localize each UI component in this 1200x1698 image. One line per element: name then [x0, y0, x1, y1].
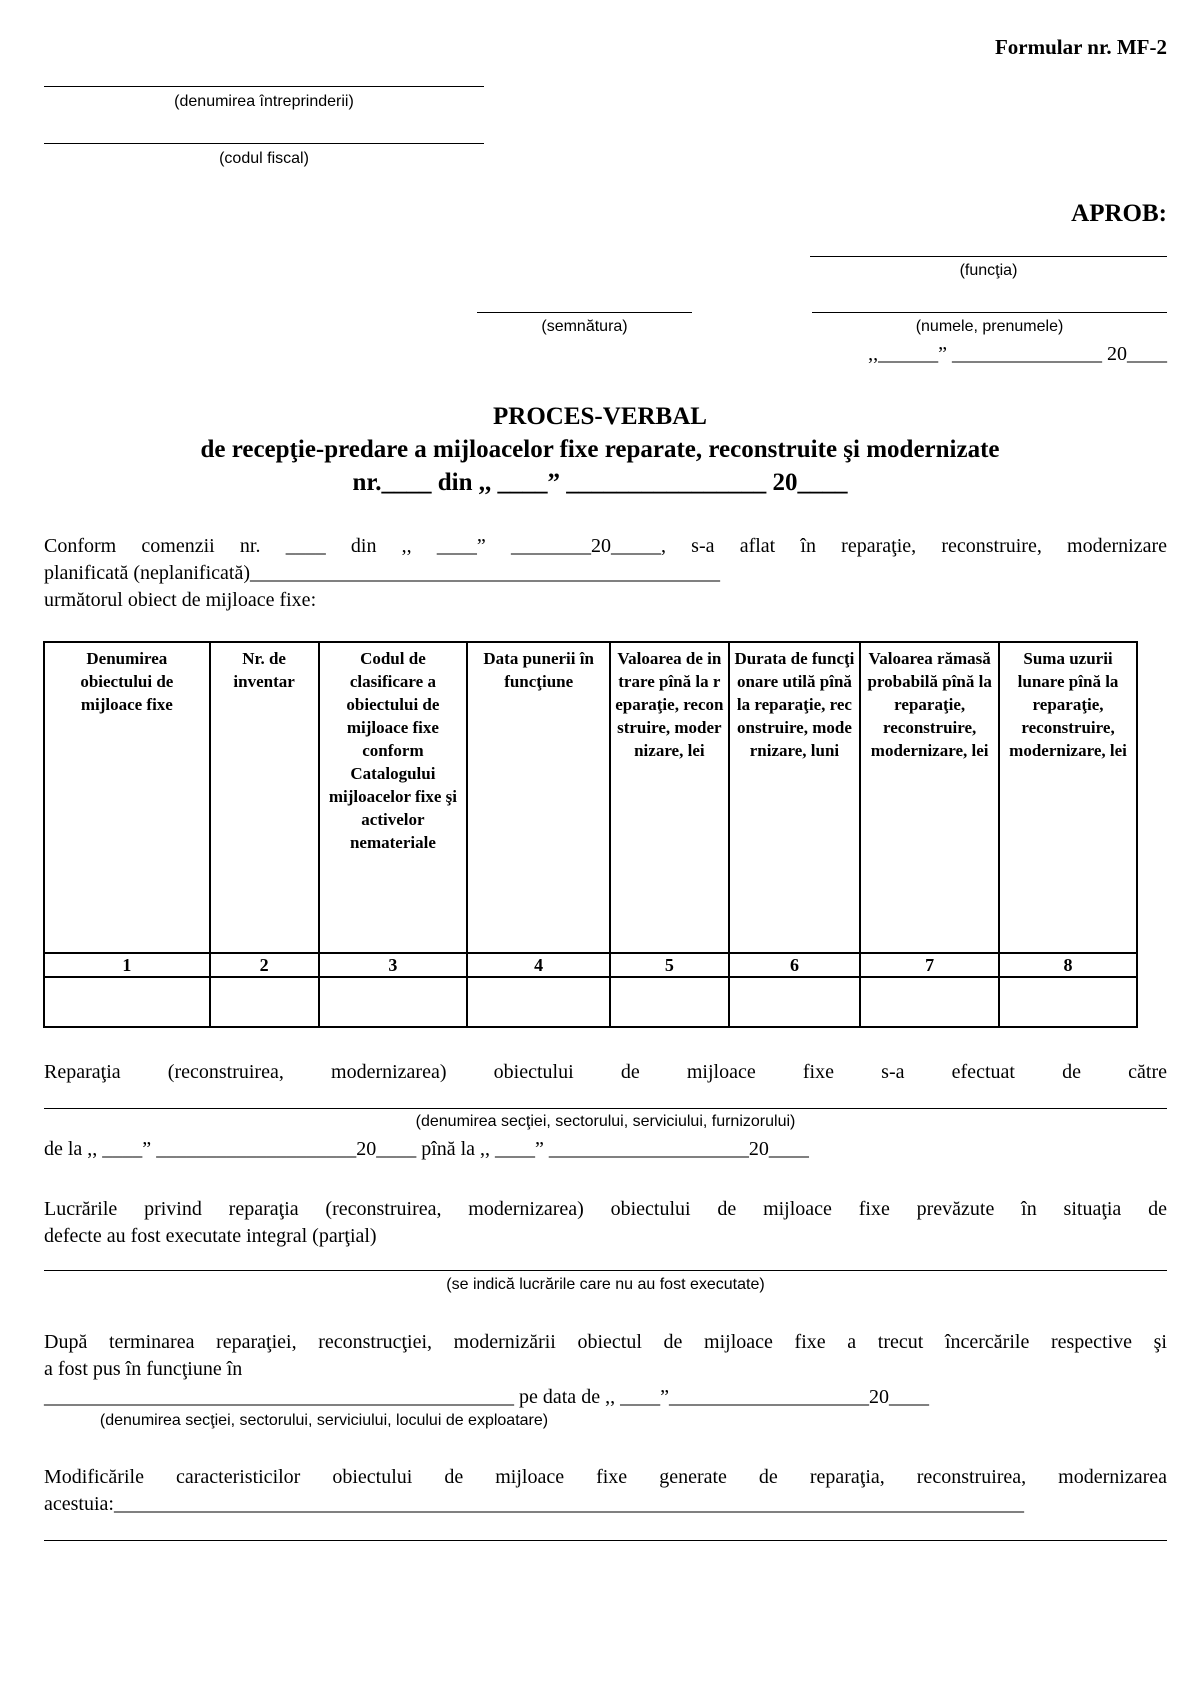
column-number: 7 [860, 953, 999, 977]
table-cell[interactable] [999, 977, 1137, 1027]
document-subtitle: de recepţie-predare a mijloacelor fixe reparate, reconstruite şi modernizate [200, 436, 1000, 463]
header-classification-code: Codul de clasificare a obiectului de mijloace fixe conform Catalogului mijloacelor fixe şi activelor nemateriale [319, 642, 468, 953]
table-cell[interactable] [210, 977, 319, 1027]
commissioning-place-caption: (denumirea secţiei, sectorului, serviciului, locului de exploatare) [99, 1412, 549, 1429]
works-not-executed-line[interactable] [44, 1270, 1167, 1271]
name-caption: (numele, prenumele) [915, 318, 1064, 335]
document-number-date[interactable]: nr.____ din ,, ____” ________________ 20____ [352, 469, 848, 496]
column-number: 4 [467, 953, 610, 977]
header-commissioning-date: Data punerii în funcţiune [467, 642, 610, 953]
works-line-1: Lucrările privind reparaţia (reconstruirea, modernizarea) obiectului de mijloace fixe prevăzute în situaţia de [44, 1198, 1167, 1220]
approval-date-line[interactable]: ,,______” _______________ 20____ [868, 343, 1167, 365]
works-not-executed-caption: (se indică lucrările care nu au fost executate) [446, 1276, 765, 1293]
changes-line-2[interactable]: acestuia:___________________________________________________________________________________________ [44, 1493, 1024, 1515]
changes-line-1: Modificările caracteristicilor obiectului de mijloace fixe generate de reparaţia, reconstruirea, modernizarea [44, 1466, 1167, 1488]
intro-line-1: Conform comenzii nr. ____ din ,, ____” ________20_____, s-a aflat în reparaţie, reconstruire, modernizare [44, 535, 1167, 557]
header-residual-value: Valoarea rămasă probabilă pînă la reparaţie, reconstruire, modernizare, lei [860, 642, 999, 953]
table-cell[interactable] [467, 977, 610, 1027]
intro-line-2[interactable]: planificată (neplanificată)_______________________________________________ [44, 562, 720, 584]
table-cell[interactable] [860, 977, 999, 1027]
form-number: Formular nr. MF-2 [994, 35, 1167, 59]
column-number: 8 [999, 953, 1137, 977]
header-asset-name: Denumirea obiectului de mijloace fixe [44, 642, 210, 953]
signature-caption: (semnătura) [541, 318, 628, 335]
enterprise-name-line[interactable] [44, 86, 484, 87]
header-useful-life: Durata de funcţionare utilă pînă la reparaţie, reconstruire, modernizare, luni [729, 642, 861, 953]
name-line[interactable] [812, 312, 1167, 313]
header-inventory-number: Nr. de inventar [210, 642, 319, 953]
table-row [44, 977, 1137, 1027]
document-title: PROCES-VERBAL [493, 403, 707, 430]
column-number: 1 [44, 953, 210, 977]
signature-line[interactable] [477, 312, 692, 313]
column-number: 5 [610, 953, 729, 977]
changes-extra-line[interactable] [44, 1540, 1167, 1541]
fixed-assets-table [43, 641, 1138, 1028]
enterprise-name-caption: (denumirea întreprinderii) [174, 93, 354, 110]
table-cell[interactable] [44, 977, 210, 1027]
repair-period-line[interactable]: de la ,, ____” ____________________20____ pînă la ,, ____” ____________________20____ [44, 1138, 809, 1160]
repair-line-1: Reparaţia (reconstruirea, modernizarea) obiectului de mijloace fixe s-a efectuat de către [44, 1061, 1167, 1083]
fiscal-code-line[interactable] [44, 143, 484, 144]
function-caption: (funcţia) [959, 262, 1018, 279]
intro-line-3: următorul obiect de mijloace fixe: [44, 589, 317, 611]
column-number: 2 [210, 953, 319, 977]
header-monthly-depreciation: Suma uzurii lunare pînă la reparaţie, reconstruire, modernizare, lei [999, 642, 1137, 953]
table-cell[interactable] [319, 977, 468, 1027]
header-entry-value: Valoarea de intrare pînă la reparaţie, reconstruire, modernizare, lei [610, 642, 729, 953]
column-numbers-row [44, 953, 1137, 977]
column-number: 3 [319, 953, 468, 977]
fiscal-code-caption: (codul fiscal) [219, 150, 309, 167]
table-cell[interactable] [610, 977, 729, 1027]
repair-performer-line[interactable] [44, 1108, 1167, 1109]
approval-label: APROB: [1071, 200, 1167, 227]
commissioning-line-1: După terminarea reparaţiei, reconstrucţiei, modernizării obiectul de mijloace fixe a trecut încercările respective şi [44, 1331, 1167, 1353]
repair-performer-caption: (denumirea secţiei, sectorului, serviciului, furnizorului) [415, 1113, 796, 1130]
commissioning-place-date-line[interactable]: _______________________________________________ pe data de ,, ____”____________________20____ [44, 1386, 929, 1408]
column-number: 6 [729, 953, 861, 977]
function-line[interactable] [810, 256, 1167, 257]
commissioning-line-2: a fost pus în funcţiune în [44, 1358, 243, 1380]
table-cell[interactable] [729, 977, 861, 1027]
works-line-2: defecte au fost executate integral (parţial) [44, 1225, 377, 1247]
